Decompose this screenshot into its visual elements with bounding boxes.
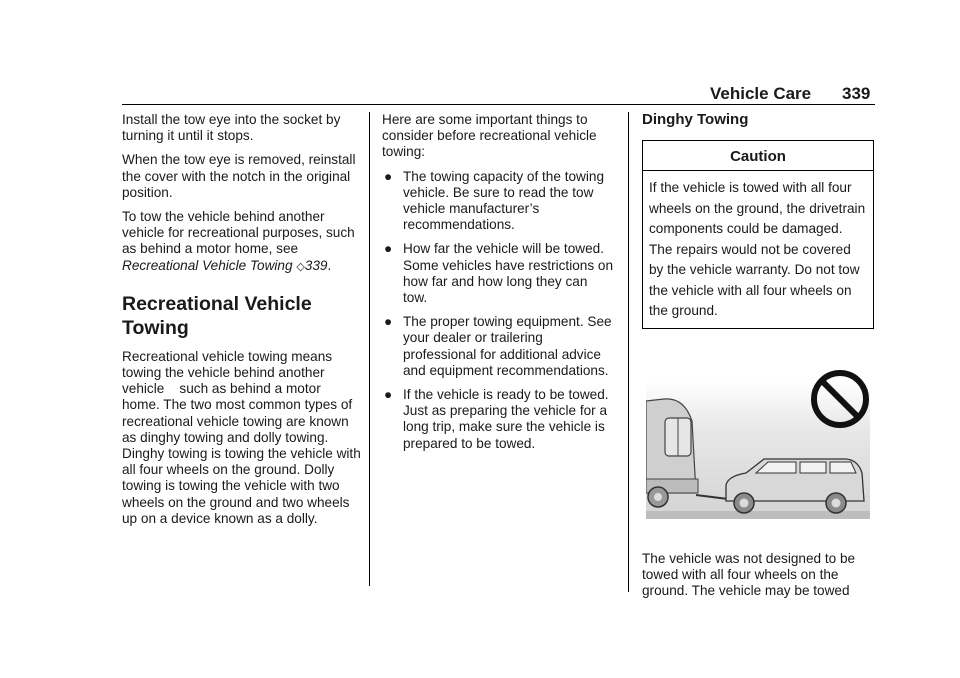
list-item-text: How far the vehicle will be towed. Some vehicles have restrictions on how far and how long they can tow. (403, 241, 614, 306)
caution-body: If the vehicle is towed with all four wheels on the ground, the drivetrain components could be damaged. The repairs would not be covered by the vehicle warranty. Do not tow the vehicle with all four wheels on the ground. (649, 180, 866, 319)
motor-home-icon (646, 399, 698, 507)
header-page-number: 339 (842, 84, 871, 103)
cross-reference-link[interactable]: Recreational Vehicle Towing (122, 257, 293, 273)
paragraph-tow-eye-remove: When the tow eye is removed, reinstall the cover with the notch in the original position. (122, 152, 356, 200)
list-item (382, 387, 614, 452)
column-divider-1 (369, 112, 370, 586)
paragraph-recreational-ref (122, 209, 362, 275)
cross-reference-page[interactable]: 339 (304, 257, 328, 273)
caution-title: Caution (643, 141, 873, 171)
list-item-text: The towing capacity of the towing vehicle. Be sure to read the tow vehicle manufacturer’s recommendations. (403, 168, 604, 233)
bullet-icon: ● (384, 168, 393, 184)
paragraph-end: . (327, 257, 332, 273)
section-heading-dinghy-towing: Dinghy Towing (642, 111, 749, 128)
bullet-icon: ● (384, 314, 393, 330)
header-section-title: Vehicle Care (710, 84, 812, 103)
column-3 (642, 112, 876, 608)
list-item (382, 241, 614, 306)
list-item-text: The proper towing equipment. See your dealer or trailering professional for additional advice and equipment recommendations. (403, 314, 612, 378)
caution-box (642, 140, 874, 329)
list-item-text: If the vehicle is ready to be towed. Just as preparing the vehicle for a long trip, make sure the vehicle is prepared to be towed. (403, 387, 609, 451)
column-1 (122, 112, 365, 535)
header-rule (122, 104, 875, 105)
column-2 (382, 112, 614, 460)
paragraph-text: To tow the vehicle behind another vehicle for recreational purposes, such as behind a motor home, see (122, 209, 355, 257)
list-item (382, 169, 614, 234)
column-divider-2 (628, 112, 629, 592)
paragraph-recreational-towing: Recreational vehicle towing means towing the vehicle behind another vehicle such as behind a motor home. The two most common types of recreational vehicle towing are known as dinghy towing and dolly towing. Dinghy towing is towing the vehicle with all four wheels on the ground. Dolly towing is towing the vehicle with two wheels on the ground and two wheels up on a device known as a dolly. (122, 348, 365, 526)
section-heading-recreational-towing: Recreational Vehicle Towing (122, 292, 312, 339)
bullet-icon: ● (384, 387, 393, 403)
list-item (382, 314, 614, 379)
bullet-icon: ● (384, 241, 393, 257)
paragraph-tow-eye-install: Install the tow eye into the socket by turning it until it stops. (122, 112, 341, 144)
paragraph-dinghy-note: The vehicle was not designed to be towed with all four wheels on the ground. The vehicle may be towed (642, 550, 856, 599)
dinghy-towing-prohibited-illustration (646, 361, 870, 539)
page-ref-icon: ◇ (296, 260, 305, 273)
paragraph-considerations-intro: Here are some important things to consider before recreational vehicle towing: (382, 112, 597, 160)
